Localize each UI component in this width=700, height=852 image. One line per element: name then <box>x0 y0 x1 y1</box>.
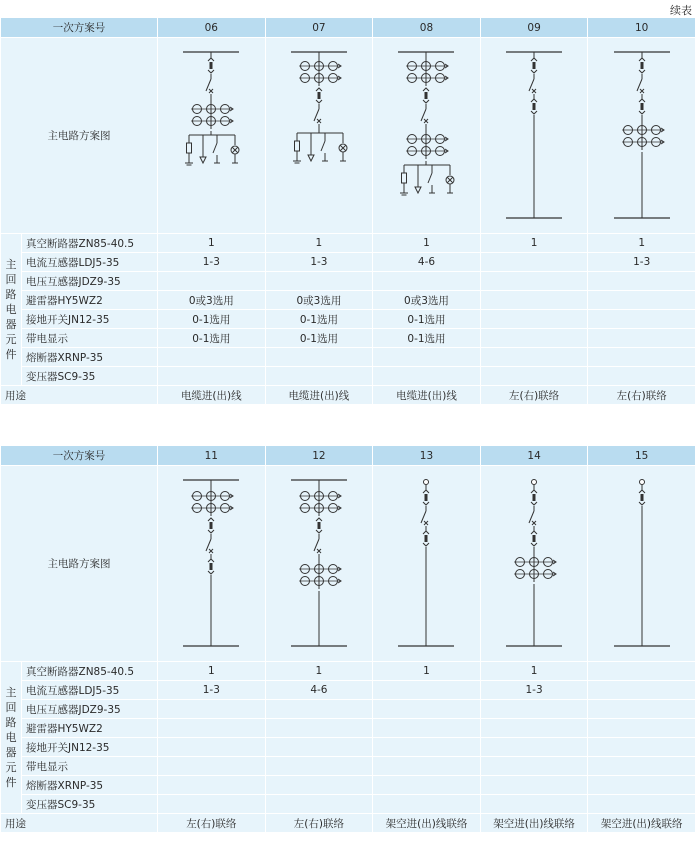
component-name: 熔断器XRNP-35 <box>22 776 157 794</box>
component-value <box>266 776 373 794</box>
usage-value: 左(右)联络 <box>158 814 265 832</box>
component-value <box>158 367 265 385</box>
component-value <box>588 367 695 385</box>
usage-label: 用途 <box>1 386 157 404</box>
usage-value: 架空进(出)线联络 <box>588 814 695 832</box>
component-value <box>481 291 588 309</box>
scheme-number: 07 <box>266 18 373 37</box>
disconnect-plug-icon <box>531 531 537 546</box>
component-value: 1 <box>266 662 373 680</box>
component-value <box>481 329 588 347</box>
usage-label: 用途 <box>1 814 157 832</box>
component-value <box>158 776 265 794</box>
component-value <box>588 348 695 366</box>
component-value: 1 <box>588 234 695 252</box>
component-value <box>588 776 695 794</box>
group-label-char: 器 <box>5 746 17 759</box>
current-transformer-icon <box>299 491 341 512</box>
disconnect-plug-icon <box>639 490 645 505</box>
breaker-switch-icon <box>421 511 428 525</box>
component-value: 0-1选用 <box>266 310 373 328</box>
circuit-diagram <box>376 46 476 226</box>
component-row <box>1 348 695 366</box>
usage-value: 架空进(出)线联络 <box>373 814 480 832</box>
component-value <box>588 700 695 718</box>
component-value <box>481 757 588 775</box>
group-label-char: 回 <box>5 701 17 714</box>
component-value: 1-3 <box>158 253 265 271</box>
disconnect-plug-icon <box>208 58 214 73</box>
component-name: 变压器SC9-35 <box>22 367 157 385</box>
component-value <box>266 700 373 718</box>
group-label-char: 元 <box>5 761 17 774</box>
component-value: 0或3选用 <box>373 291 480 309</box>
scheme-table-1 <box>0 17 696 405</box>
diagram-row-label: 主电路方案图 <box>1 38 157 233</box>
component-value <box>158 700 265 718</box>
group-label-char: 路 <box>5 716 17 729</box>
outgoing-branch-icon <box>400 165 454 195</box>
component-value: 1 <box>481 662 588 680</box>
component-value <box>158 719 265 737</box>
component-value <box>373 795 480 813</box>
usage-row <box>1 814 695 832</box>
component-value: 1 <box>373 234 480 252</box>
current-transformer-icon <box>622 125 664 146</box>
component-value <box>481 253 588 271</box>
component-value <box>373 738 480 756</box>
component-row <box>1 700 695 718</box>
circuit-diagram <box>269 46 369 226</box>
component-value: 1-3 <box>481 681 588 699</box>
component-value: 4-6 <box>373 253 480 271</box>
component-value: 1 <box>158 662 265 680</box>
component-value <box>373 681 480 699</box>
component-value <box>481 700 588 718</box>
circuit-diagram-cell <box>481 466 588 661</box>
component-row <box>1 329 695 347</box>
disconnect-plug-icon <box>423 531 429 546</box>
diagram-row <box>1 38 695 233</box>
breaker-switch-icon <box>206 539 213 553</box>
circuit-diagram <box>269 474 369 654</box>
component-row <box>1 662 695 680</box>
group-label-char: 主 <box>5 686 17 699</box>
component-value: 0-1选用 <box>158 329 265 347</box>
disconnect-plug-icon <box>423 88 429 103</box>
circuit-diagram-cell <box>266 466 373 661</box>
breaker-switch-icon <box>314 539 321 553</box>
disconnect-plug-icon <box>423 490 429 505</box>
terminal-icon <box>424 479 429 484</box>
circuit-diagram-cell <box>158 466 265 661</box>
component-row <box>1 738 695 756</box>
current-transformer-icon <box>406 134 448 155</box>
circuit-diagram-cell <box>373 38 480 233</box>
component-value <box>588 310 695 328</box>
component-value <box>588 329 695 347</box>
component-value: 1 <box>373 662 480 680</box>
component-value <box>481 795 588 813</box>
component-value <box>266 367 373 385</box>
component-value <box>158 272 265 290</box>
component-value <box>266 795 373 813</box>
component-value <box>158 348 265 366</box>
scheme-number-header: 一次方案号 <box>1 446 157 465</box>
header-row <box>1 18 695 37</box>
diagram-row <box>1 466 695 661</box>
component-name: 带电显示 <box>22 757 157 775</box>
component-value: 0或3选用 <box>158 291 265 309</box>
terminal-icon <box>639 479 644 484</box>
circuit-diagram-cell <box>266 38 373 233</box>
group-label-char: 器 <box>5 318 17 331</box>
component-name: 真空断路器ZN85-40.5 <box>22 662 157 680</box>
scheme-number: 15 <box>588 446 695 465</box>
component-value <box>158 738 265 756</box>
component-value <box>373 776 480 794</box>
group-label-char: 回 <box>5 273 17 286</box>
component-group-label <box>1 234 21 385</box>
scheme-number: 10 <box>588 18 695 37</box>
component-value <box>266 738 373 756</box>
disconnect-plug-icon <box>639 58 645 73</box>
component-value: 0-1选用 <box>373 329 480 347</box>
component-value <box>588 795 695 813</box>
component-value <box>588 681 695 699</box>
disconnect-plug-icon <box>639 99 645 114</box>
scheme-table-2 <box>0 445 696 833</box>
group-label-char: 主 <box>5 258 17 271</box>
component-value <box>481 348 588 366</box>
group-label-char: 元 <box>5 333 17 346</box>
component-value <box>373 367 480 385</box>
disconnect-plug-icon <box>316 518 322 533</box>
component-row <box>1 719 695 737</box>
component-row <box>1 234 695 252</box>
component-row <box>1 272 695 290</box>
current-transformer-icon <box>514 557 556 578</box>
component-value <box>266 272 373 290</box>
component-value <box>373 700 480 718</box>
component-value <box>266 757 373 775</box>
scheme-number: 06 <box>158 18 265 37</box>
component-row <box>1 681 695 699</box>
circuit-diagram-cell <box>158 38 265 233</box>
component-name: 电流互感器LDJ5-35 <box>22 253 157 271</box>
component-row <box>1 776 695 794</box>
current-transformer-icon <box>299 564 341 585</box>
component-value <box>481 776 588 794</box>
breaker-switch-icon <box>314 109 321 123</box>
usage-value: 左(右)联络 <box>588 386 695 404</box>
group-label-char: 电 <box>5 731 17 744</box>
component-name: 真空断路器ZN85-40.5 <box>22 234 157 252</box>
component-name: 接地开关JN12-35 <box>22 738 157 756</box>
component-value <box>481 719 588 737</box>
component-value <box>588 738 695 756</box>
circuit-diagram <box>161 474 261 654</box>
disconnect-plug-icon <box>208 559 214 574</box>
component-name: 变压器SC9-35 <box>22 795 157 813</box>
component-value <box>588 272 695 290</box>
group-label-char: 件 <box>5 348 17 361</box>
outgoing-branch-icon <box>185 135 239 165</box>
circuit-diagram-cell <box>588 38 695 233</box>
circuit-diagram <box>484 474 584 654</box>
terminal-icon <box>532 479 537 484</box>
group-label-char: 件 <box>5 776 17 789</box>
disconnect-plug-icon <box>316 88 322 103</box>
scheme-number: 12 <box>266 446 373 465</box>
component-name: 电流互感器LDJ5-35 <box>22 681 157 699</box>
circuit-diagram <box>592 46 692 226</box>
breaker-switch-icon <box>529 511 536 525</box>
component-name: 带电显示 <box>22 329 157 347</box>
usage-row <box>1 386 695 404</box>
component-value <box>158 795 265 813</box>
component-name: 避雷器HY5WZ2 <box>22 719 157 737</box>
component-group-label <box>1 662 21 813</box>
continued-label: 续表 <box>670 4 692 17</box>
component-value <box>373 719 480 737</box>
component-value: 0-1选用 <box>158 310 265 328</box>
component-value <box>588 291 695 309</box>
usage-value: 电缆进(出)线 <box>266 386 373 404</box>
component-row <box>1 757 695 775</box>
group-label-char: 路 <box>5 288 17 301</box>
disconnect-plug-icon <box>531 99 537 114</box>
component-value <box>158 757 265 775</box>
component-value: 1-3 <box>266 253 373 271</box>
component-value: 0-1选用 <box>373 310 480 328</box>
component-row <box>1 310 695 328</box>
component-name: 避雷器HY5WZ2 <box>22 291 157 309</box>
component-value <box>266 719 373 737</box>
component-value: 1 <box>266 234 373 252</box>
diagram-row-label: 主电路方案图 <box>1 466 157 661</box>
circuit-diagram-cell <box>373 466 480 661</box>
component-value <box>481 272 588 290</box>
disconnect-plug-icon <box>208 518 214 533</box>
component-name: 熔断器XRNP-35 <box>22 348 157 366</box>
outgoing-branch-icon <box>293 133 347 163</box>
disconnect-plug-icon <box>531 58 537 73</box>
current-transformer-icon <box>191 104 233 125</box>
component-value: 1-3 <box>588 253 695 271</box>
component-value: 4-6 <box>266 681 373 699</box>
usage-value: 架空进(出)线联络 <box>481 814 588 832</box>
component-value: 0-1选用 <box>266 329 373 347</box>
current-transformer-icon <box>406 61 448 82</box>
component-value <box>373 757 480 775</box>
component-value <box>481 738 588 756</box>
scheme-number: 13 <box>373 446 480 465</box>
circuit-diagram-cell <box>481 38 588 233</box>
circuit-diagram <box>592 474 692 654</box>
component-value <box>588 662 695 680</box>
component-row <box>1 253 695 271</box>
component-value <box>588 757 695 775</box>
component-row <box>1 367 695 385</box>
usage-value: 左(右)联络 <box>481 386 588 404</box>
usage-value: 左(右)联络 <box>266 814 373 832</box>
component-value <box>373 348 480 366</box>
component-row <box>1 795 695 813</box>
breaker-switch-icon <box>206 79 213 93</box>
component-value <box>481 367 588 385</box>
current-transformer-icon <box>191 491 233 512</box>
component-value <box>266 348 373 366</box>
breaker-switch-icon <box>529 79 536 93</box>
group-label-char: 电 <box>5 303 17 316</box>
usage-value: 电缆进(出)线 <box>373 386 480 404</box>
scheme-number-header: 一次方案号 <box>1 18 157 37</box>
breaker-switch-icon <box>421 109 428 123</box>
circuit-diagram-cell <box>588 466 695 661</box>
component-value: 1 <box>158 234 265 252</box>
component-name: 电压互感器JDZ9-35 <box>22 700 157 718</box>
component-name: 电压互感器JDZ9-35 <box>22 272 157 290</box>
current-transformer-icon <box>299 61 341 82</box>
disconnect-plug-icon <box>531 490 537 505</box>
scheme-number: 09 <box>481 18 588 37</box>
circuit-diagram <box>376 474 476 654</box>
circuit-diagram <box>161 46 261 226</box>
header-row <box>1 446 695 465</box>
component-value: 1 <box>481 234 588 252</box>
circuit-diagram <box>484 46 584 226</box>
component-value <box>588 719 695 737</box>
component-value: 0或3选用 <box>266 291 373 309</box>
component-value: 1-3 <box>158 681 265 699</box>
component-value <box>481 310 588 328</box>
scheme-number: 08 <box>373 18 480 37</box>
scheme-number: 11 <box>158 446 265 465</box>
component-value <box>373 272 480 290</box>
component-row <box>1 291 695 309</box>
breaker-switch-icon <box>637 79 644 93</box>
scheme-number: 14 <box>481 446 588 465</box>
usage-value: 电缆进(出)线 <box>158 386 265 404</box>
component-name: 接地开关JN12-35 <box>22 310 157 328</box>
